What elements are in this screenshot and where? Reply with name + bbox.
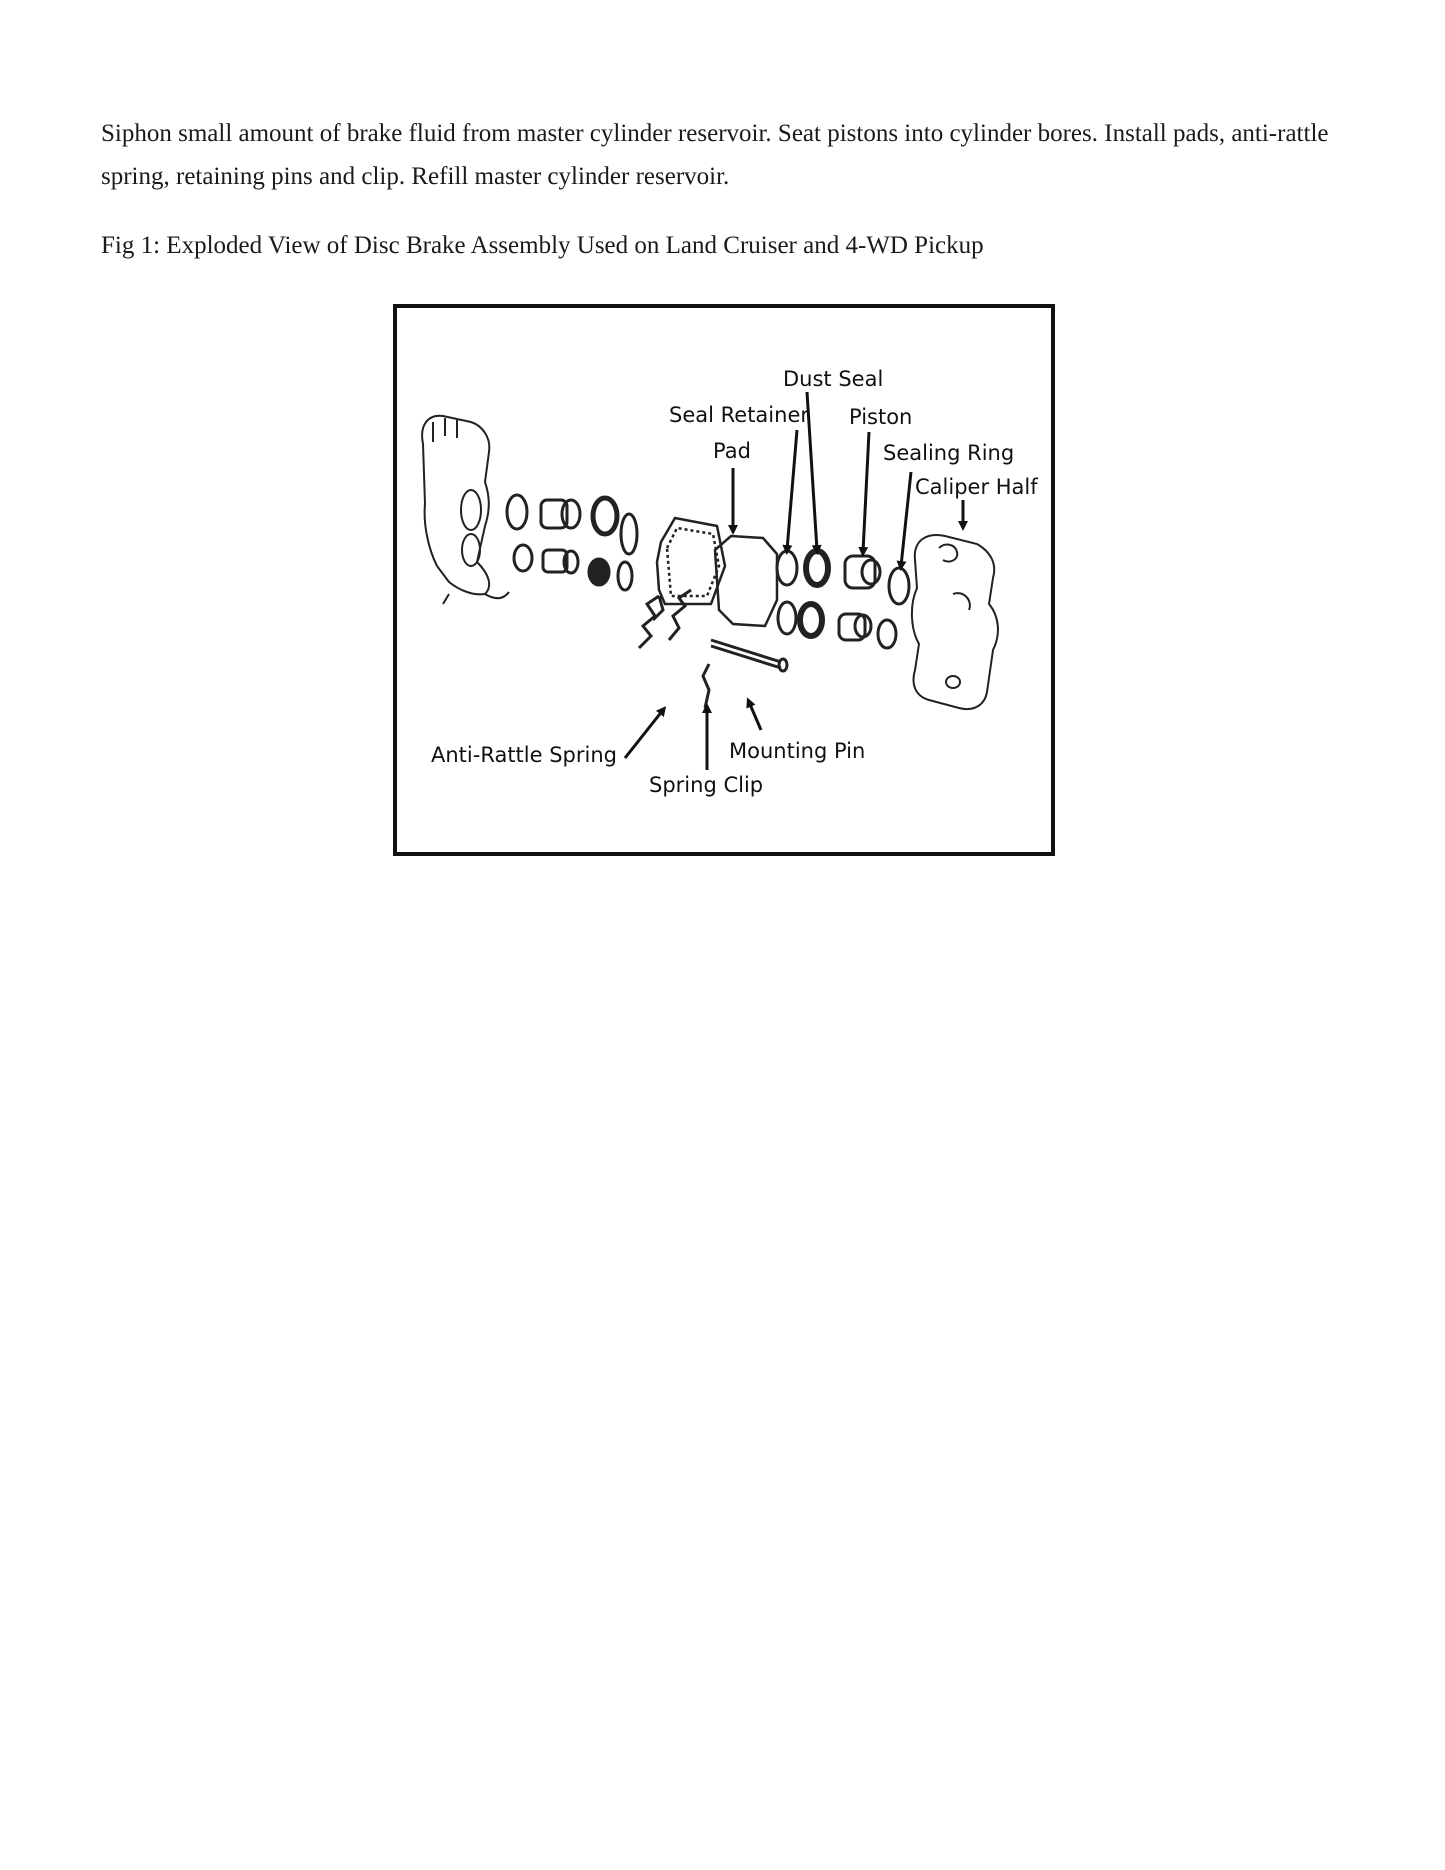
label-piston: Piston [849,405,913,429]
figure-caption: Fig 1: Exploded View of Disc Brake Assembly Used on Land Cruiser and 4-WD Pickup [101,232,984,259]
exploded-view-diagram [393,304,1055,856]
label-caliper-half: Caliper Half [915,475,1038,499]
figure-frame [395,306,1053,854]
instruction-paragraph: Siphon small amount of brake fluid from master cylinder reservoir. Seat pistons into cylinder bores. Install pads, anti-rattle spring, retaining pins and clip. Refill master cylinder reservoir. [101,120,1329,190]
label-seal-retainer: Seal Retainer [669,403,809,427]
label-dust-seal: Dust Seal [783,367,884,391]
label-mounting-pin: Mounting Pin [729,739,866,763]
label-sealing-ring: Sealing Ring [883,441,1015,465]
label-spring-clip: Spring Clip [649,773,764,797]
label-pad: Pad [713,439,751,463]
label-anti-rattle-spring: Anti-Rattle Spring [431,743,617,767]
